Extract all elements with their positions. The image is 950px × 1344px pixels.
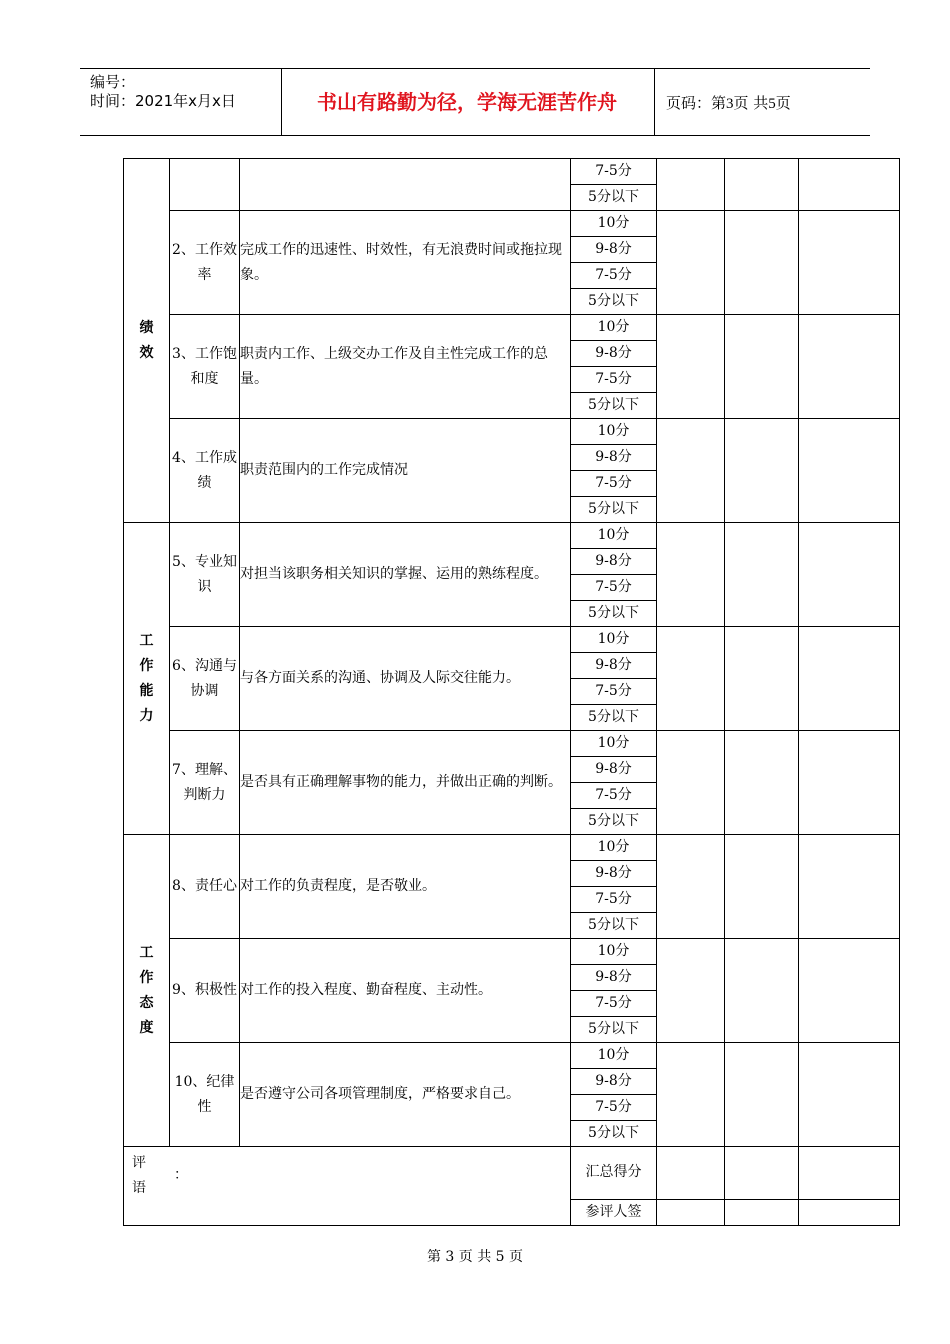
category-label-char: 度	[139, 1019, 154, 1036]
rating-entry-cell[interactable]	[799, 627, 900, 731]
item-name-cell: 9、积极性	[170, 939, 240, 1043]
item-name-cell: 3、工作饱和度	[170, 315, 240, 419]
score-level-cell: 10分	[571, 211, 657, 237]
item-name-cell: 2、工作效率	[170, 211, 240, 315]
category-label-char: 绩	[139, 319, 154, 336]
total-score-label: 汇总得分	[571, 1147, 657, 1200]
score-level-cell: 10分	[571, 835, 657, 861]
score-level-cell: 9-8分	[571, 1069, 657, 1095]
score-row	[124, 159, 900, 185]
rating-entry-cell[interactable]	[657, 211, 725, 315]
rating-entry-cell[interactable]	[799, 419, 900, 523]
rating-entry-cell[interactable]	[657, 731, 725, 835]
category-label-char: 效	[139, 344, 154, 361]
category-cell	[124, 159, 170, 523]
score-level-cell: 9-8分	[571, 549, 657, 575]
score-row	[124, 835, 900, 861]
rating-entry-cell[interactable]	[657, 523, 725, 627]
page-header	[80, 68, 870, 136]
score-level-cell: 10分	[571, 419, 657, 445]
rating-entry-cell[interactable]	[799, 523, 900, 627]
rating-entry-cell[interactable]	[725, 159, 799, 211]
item-name-cell: 5、专业知识	[170, 523, 240, 627]
rating-entry-cell[interactable]	[657, 315, 725, 419]
score-level-cell: 7-5分	[571, 991, 657, 1017]
rating-entry-cell[interactable]	[799, 159, 900, 211]
rating-entry-cell[interactable]	[799, 315, 900, 419]
score-level-cell: 5分以下	[571, 1121, 657, 1147]
item-name-cell: 4、工作成绩	[170, 419, 240, 523]
rating-entry-cell[interactable]	[725, 939, 799, 1043]
score-level-cell: 7-5分	[571, 471, 657, 497]
category-label-char: 态	[139, 994, 154, 1011]
score-row	[124, 731, 900, 757]
header-motto: 书山有路勤为径，学海无涯苦作舟	[317, 90, 617, 114]
rating-entry-cell[interactable]	[799, 835, 900, 939]
score-level-cell: 7-5分	[571, 1095, 657, 1121]
rating-entry-cell[interactable]	[725, 419, 799, 523]
signer-entry-cell[interactable]	[657, 1199, 725, 1225]
signer-label: 参评人签	[571, 1199, 657, 1225]
score-level-cell: 5分以下	[571, 289, 657, 315]
remarks-char: 评	[132, 1155, 146, 1171]
page-footer: 第 3 页 共 5 页	[426, 1249, 524, 1265]
score-level-cell: 7-5分	[571, 575, 657, 601]
score-level-cell: 9-8分	[571, 861, 657, 887]
remarks-cell[interactable]	[124, 1147, 571, 1226]
score-level-cell: 7-5分	[571, 159, 657, 185]
rating-entry-cell[interactable]	[799, 731, 900, 835]
remarks-colon: ：	[174, 1167, 188, 1183]
category-label-char: 力	[139, 707, 154, 724]
item-name-cell	[170, 159, 240, 211]
score-level-cell: 5分以下	[571, 809, 657, 835]
score-level-cell: 9-8分	[571, 965, 657, 991]
rating-entry-cell[interactable]	[799, 1043, 900, 1147]
total-score-entry-cell[interactable]	[725, 1147, 799, 1200]
item-name-cell: 10、纪律性	[170, 1043, 240, 1147]
item-description-cell	[240, 159, 571, 211]
rating-entry-cell[interactable]	[725, 1043, 799, 1147]
rating-entry-cell[interactable]	[725, 315, 799, 419]
item-description-cell: 对担当该职务相关知识的掌握、运用的熟练程度。	[240, 523, 571, 627]
score-row	[124, 315, 900, 341]
score-row	[124, 939, 900, 965]
score-row	[124, 1043, 900, 1069]
score-level-cell: 9-8分	[571, 653, 657, 679]
category-label-char: 作	[139, 657, 154, 674]
remarks-char: 语	[132, 1180, 146, 1196]
score-level-cell: 7-5分	[571, 367, 657, 393]
rating-entry-cell[interactable]	[725, 523, 799, 627]
score-level-cell: 9-8分	[571, 237, 657, 263]
rating-entry-cell[interactable]	[657, 627, 725, 731]
rating-entry-cell[interactable]	[799, 939, 900, 1043]
item-description-cell: 是否遵守公司各项管理制度，严格要求自己。	[240, 1043, 571, 1147]
category-label-char: 能	[139, 682, 154, 699]
score-level-cell: 9-8分	[571, 757, 657, 783]
serial-label: 编号：	[90, 73, 136, 91]
score-level-cell: 5分以下	[571, 497, 657, 523]
score-level-cell: 7-5分	[571, 679, 657, 705]
score-level-cell: 9-8分	[571, 341, 657, 367]
item-description-cell: 完成工作的迅速性、时效性，有无浪费时间或拖拉现象。	[240, 211, 571, 315]
item-description-cell: 对工作的负责程度，是否敬业。	[240, 835, 571, 939]
score-row	[124, 523, 900, 549]
item-description-cell: 职责范围内的工作完成情况	[240, 419, 571, 523]
score-level-cell: 5分以下	[571, 1017, 657, 1043]
rating-entry-cell[interactable]	[725, 835, 799, 939]
category-label-char: 工	[139, 632, 154, 649]
rating-entry-cell[interactable]	[725, 731, 799, 835]
evaluation-table	[123, 158, 900, 1226]
item-name-cell: 6、沟通与协调	[170, 627, 240, 731]
item-description-cell: 是否具有正确理解事物的能力，并做出正确的判断。	[240, 731, 571, 835]
header-divider	[654, 69, 655, 135]
item-description-cell: 对工作的投入程度、勤奋程度、主动性。	[240, 939, 571, 1043]
total-score-entry-cell[interactable]	[657, 1147, 725, 1200]
category-cell	[124, 523, 170, 835]
remarks-label	[124, 1147, 570, 1225]
score-level-cell: 10分	[571, 731, 657, 757]
item-description-cell: 与各方面关系的沟通、协调及人际交往能力。	[240, 627, 571, 731]
date-label: 时间：2021年x月x日	[90, 92, 236, 110]
rating-entry-cell[interactable]	[657, 835, 725, 939]
score-level-cell: 10分	[571, 1043, 657, 1069]
rating-entry-cell[interactable]	[799, 211, 900, 315]
signer-entry-cell[interactable]	[725, 1199, 799, 1225]
header-meta	[90, 73, 236, 111]
total-score-entry-cell[interactable]	[799, 1147, 900, 1200]
score-row	[124, 211, 900, 237]
category-cell	[124, 835, 170, 1147]
score-level-cell: 7-5分	[571, 783, 657, 809]
item-name-cell: 7、理解、判断力	[170, 731, 240, 835]
rating-entry-cell[interactable]	[725, 627, 799, 731]
signer-entry-cell[interactable]	[799, 1199, 900, 1225]
score-level-cell: 10分	[571, 523, 657, 549]
rating-entry-cell[interactable]	[725, 211, 799, 315]
category-label-char: 工	[139, 944, 154, 961]
summary-row	[124, 1147, 900, 1200]
score-level-cell: 5分以下	[571, 185, 657, 211]
item-description-cell: 职责内工作、上级交办工作及自主性完成工作的总量。	[240, 315, 571, 419]
score-level-cell: 10分	[571, 939, 657, 965]
rating-entry-cell[interactable]	[657, 1043, 725, 1147]
rating-entry-cell[interactable]	[657, 939, 725, 1043]
score-level-cell: 10分	[571, 627, 657, 653]
category-label-char: 作	[139, 969, 154, 986]
score-row	[124, 419, 900, 445]
rating-entry-cell[interactable]	[657, 159, 725, 211]
score-level-cell: 5分以下	[571, 601, 657, 627]
score-row	[124, 627, 900, 653]
header-page-number: 页码：第3页 共5页	[666, 94, 791, 112]
score-level-cell: 9-8分	[571, 445, 657, 471]
item-name-cell: 8、责任心	[170, 835, 240, 939]
rating-entry-cell[interactable]	[657, 419, 725, 523]
score-level-cell: 10分	[571, 315, 657, 341]
score-level-cell: 5分以下	[571, 913, 657, 939]
score-level-cell: 5分以下	[571, 705, 657, 731]
score-level-cell: 5分以下	[571, 393, 657, 419]
score-level-cell: 7-5分	[571, 887, 657, 913]
score-level-cell: 7-5分	[571, 263, 657, 289]
